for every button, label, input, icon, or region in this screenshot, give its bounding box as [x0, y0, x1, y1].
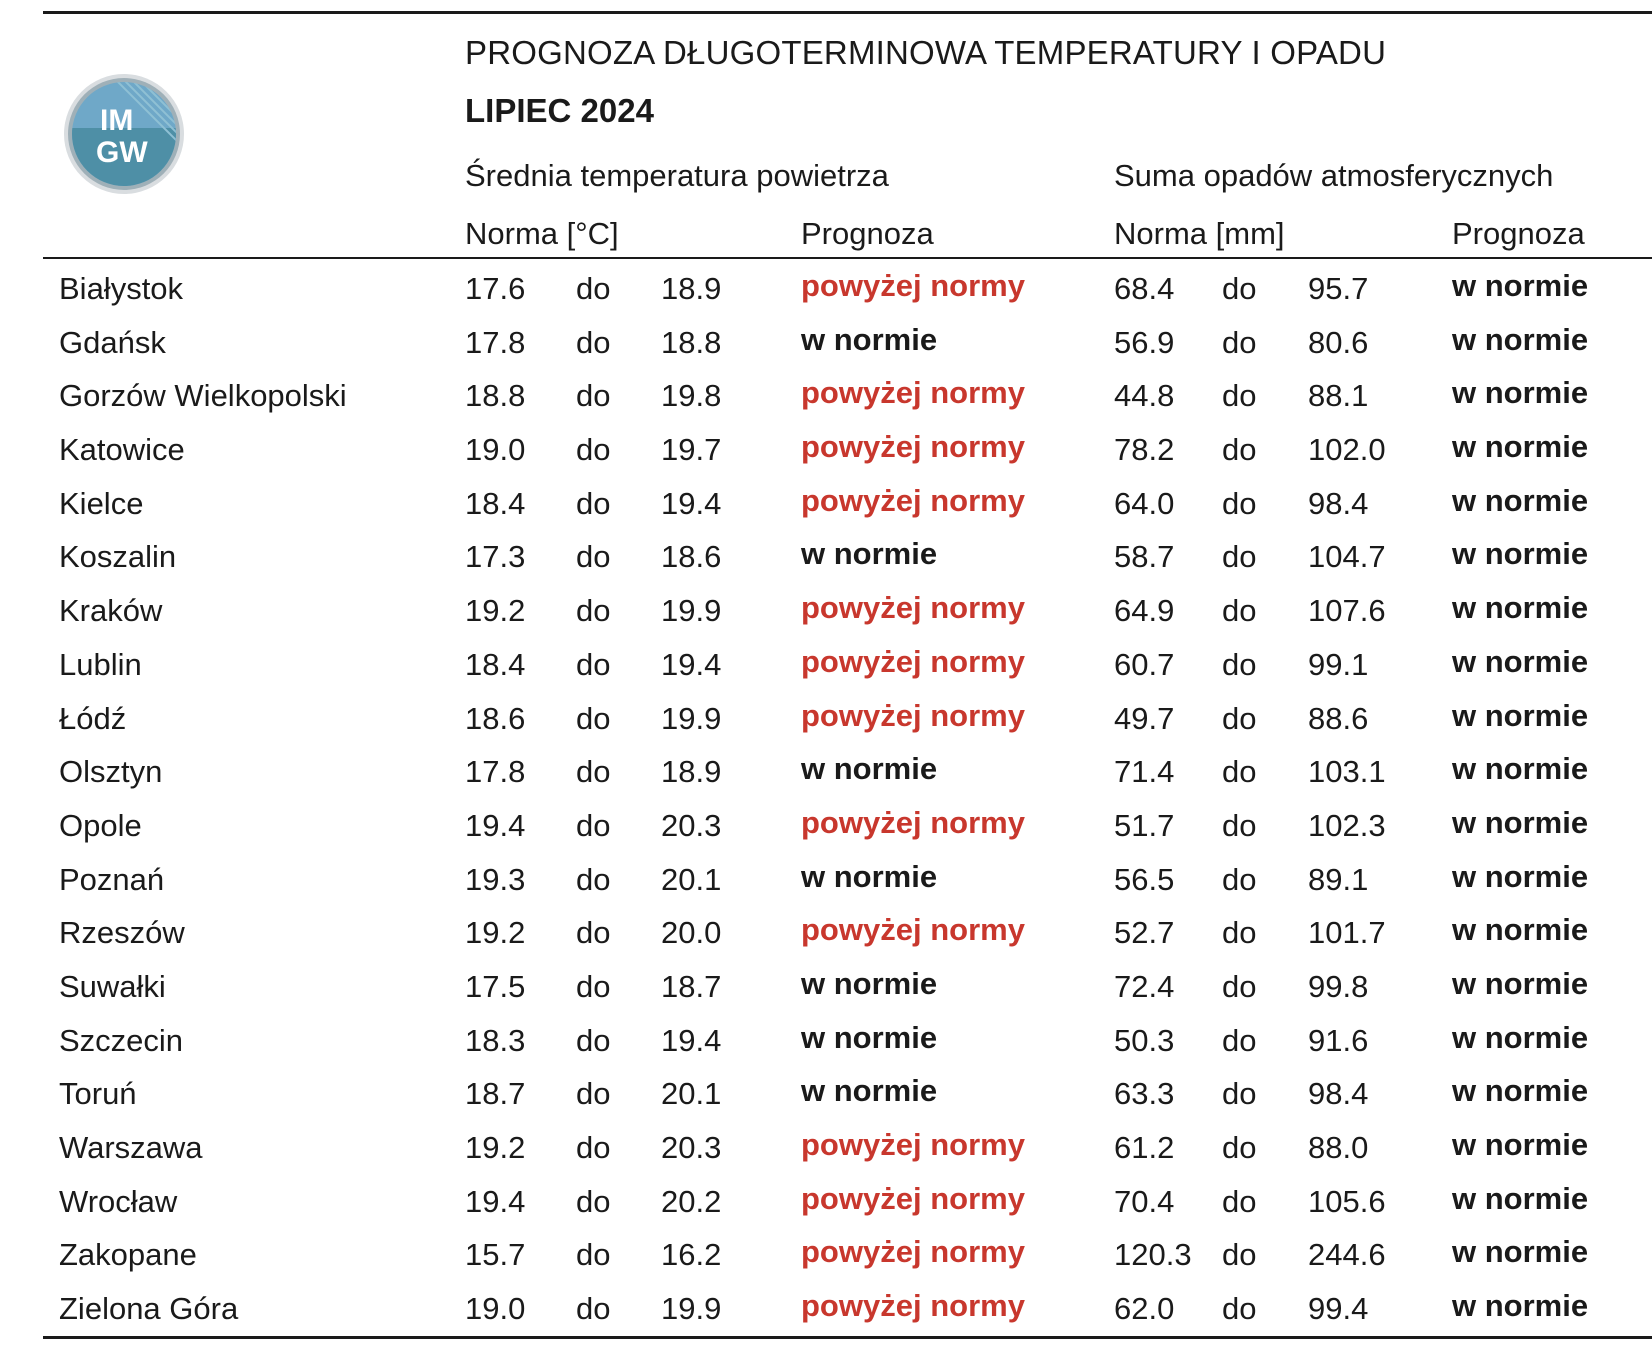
temp-norm-to: 18.8: [661, 324, 722, 360]
temp-forecast: w normie: [801, 536, 938, 572]
precip-forecast: w normie: [1452, 1234, 1589, 1270]
table-row: [0, 746, 1652, 800]
temp-forecast: powyżej normy: [801, 590, 1025, 626]
city-name: Kielce: [59, 485, 144, 521]
precip-norm-to: 99.1: [1308, 646, 1369, 682]
table-row: [0, 961, 1652, 1015]
precip-norm-to: 99.8: [1308, 968, 1369, 1004]
temp-forecast: w normie: [801, 321, 938, 357]
temp-range-separator: do: [576, 378, 611, 414]
precip-norm-to: 91.6: [1308, 1022, 1369, 1058]
precip-norm-to: 101.7: [1308, 915, 1386, 951]
precip-norm-to: 89.1: [1308, 861, 1369, 897]
header-rule: [43, 257, 1652, 259]
precip-range-separator: do: [1222, 432, 1257, 468]
precip-forecast: w normie: [1452, 912, 1589, 948]
city-name: Zakopane: [59, 1237, 197, 1273]
precip-norm-to: 107.6: [1308, 593, 1386, 629]
forecast-table: [0, 263, 1652, 1337]
temp-norm-to: 18.9: [661, 754, 722, 790]
temp-norm-to: 19.8: [661, 378, 722, 414]
table-row: [0, 854, 1652, 908]
precip-forecast: w normie: [1452, 697, 1589, 733]
city-name: Warszawa: [59, 1130, 203, 1165]
top-rule: [43, 11, 1652, 14]
temp-forecast: w normie: [801, 1073, 938, 1109]
temp-range-separator: do: [576, 271, 611, 306]
city-name: Lublin: [59, 646, 142, 682]
temp-forecast: w normie: [801, 965, 938, 1001]
temp-range-separator: do: [576, 539, 611, 575]
precip-forecast: w normie: [1452, 858, 1589, 894]
precip-range-separator: do: [1222, 700, 1257, 736]
precip-range-separator: do: [1222, 1237, 1257, 1273]
temp-forecast: powyżej normy: [801, 268, 1025, 303]
table-row: [0, 800, 1652, 854]
precip-norm-to: 102.0: [1308, 432, 1386, 468]
precip-range-separator: do: [1222, 861, 1257, 897]
temp-norm-to: 19.4: [661, 485, 722, 521]
temp-range-separator: do: [576, 593, 611, 629]
precip-range-separator: do: [1222, 1076, 1257, 1112]
precip-forecast: w normie: [1452, 1019, 1589, 1055]
city-name: Wrocław: [59, 1183, 178, 1219]
precip-forecast: w normie: [1452, 804, 1589, 840]
precip-range-separator: do: [1222, 807, 1257, 843]
temperature-group-header: Średnia temperatura powietrza: [465, 158, 889, 193]
temp-range-separator: do: [576, 1022, 611, 1058]
precip-norm-to: 88.1: [1308, 378, 1369, 414]
city-name: Olsztyn: [59, 754, 163, 790]
temp-forecast: powyżej normy: [801, 643, 1025, 679]
precip-range-separator: do: [1222, 754, 1257, 790]
precip-range-separator: do: [1222, 485, 1257, 521]
precip-range-separator: do: [1222, 1291, 1257, 1327]
precip-forecast: w normie: [1452, 1180, 1589, 1216]
precip-forecast: w normie: [1452, 429, 1589, 465]
precip-norm-to: 98.4: [1308, 1076, 1369, 1112]
table-row: [0, 639, 1652, 693]
table-row: [0, 1283, 1652, 1337]
temp-range-separator: do: [576, 1130, 611, 1165]
temp-norm-from: 15.7: [465, 1237, 526, 1273]
precip-norm-from: 56.9: [1114, 324, 1175, 360]
temp-forecast: powyżej normy: [801, 1127, 1025, 1162]
imgw-logo-icon: [60, 70, 188, 198]
temp-range-separator: do: [576, 1076, 611, 1112]
table-row: [0, 531, 1652, 585]
precip-range-separator: do: [1222, 378, 1257, 414]
precip-norm-to: 102.3: [1308, 807, 1386, 843]
table-row: [0, 1176, 1652, 1230]
precip-norm-from: 44.8: [1114, 378, 1175, 414]
temp-norm-to: 18.7: [661, 968, 722, 1004]
precip-norm-from: 64.9: [1114, 593, 1175, 629]
precip-norm-from: 71.4: [1114, 754, 1175, 790]
temp-range-separator: do: [576, 700, 611, 736]
temp-norm-from: 18.4: [465, 485, 526, 521]
precip-norm-from: 62.0: [1114, 1291, 1175, 1327]
precip-norm-from: 49.7: [1114, 700, 1175, 736]
city-name: Gdańsk: [59, 324, 166, 360]
precip-forecast: w normie: [1452, 536, 1589, 572]
temp-range-separator: do: [576, 1291, 611, 1327]
table-row: [0, 1122, 1652, 1176]
precip-forecast: w normie: [1452, 751, 1589, 787]
precip-norm-from: 58.7: [1114, 539, 1175, 575]
temp-norm-from: 19.4: [465, 1183, 526, 1219]
temp-norm-to: 20.0: [661, 915, 722, 951]
temp-norm-to: 16.2: [661, 1237, 722, 1273]
logo-text-top: IM: [100, 104, 134, 137]
temp-forecast: powyżej normy: [801, 1234, 1025, 1270]
precip-norm-to: 103.1: [1308, 754, 1386, 790]
city-name: Gorzów Wielkopolski: [59, 378, 347, 414]
temp-forecast: powyżej normy: [801, 1288, 1025, 1324]
precip-range-separator: do: [1222, 646, 1257, 682]
precip-forecast: w normie: [1452, 643, 1589, 679]
precip-forecast-header: Prognoza: [1452, 216, 1585, 251]
city-name: Kraków: [59, 593, 163, 629]
temp-norm-to: 19.4: [661, 1022, 722, 1058]
temp-forecast: powyżej normy: [801, 912, 1025, 948]
precip-forecast: w normie: [1452, 482, 1589, 518]
precip-norm-from: 61.2: [1114, 1130, 1175, 1165]
temp-range-separator: do: [576, 915, 611, 951]
temp-norm-from: 19.0: [465, 1291, 526, 1327]
temp-forecast: w normie: [801, 1019, 938, 1055]
temp-norm-to: 18.6: [661, 539, 722, 575]
precip-range-separator: do: [1222, 915, 1257, 951]
temp-range-separator: do: [576, 861, 611, 897]
temp-norm-from: 18.4: [465, 646, 526, 682]
city-name: Szczecin: [59, 1022, 184, 1058]
precip-norm-header: Norma [mm]: [1114, 216, 1285, 251]
precip-range-separator: do: [1222, 1183, 1257, 1219]
precip-forecast: w normie: [1452, 321, 1589, 357]
precip-norm-to: 88.0: [1308, 1130, 1369, 1165]
precip-norm-to: 80.6: [1308, 324, 1369, 360]
table-row: [0, 263, 1652, 317]
temp-range-separator: do: [576, 646, 611, 682]
city-name: Łódź: [59, 700, 127, 736]
precip-norm-from: 120.3: [1114, 1237, 1192, 1273]
precip-norm-from: 78.2: [1114, 432, 1175, 468]
precip-norm-from: 64.0: [1114, 485, 1175, 521]
temp-norm-from: 19.2: [465, 1130, 526, 1165]
table-row: [0, 424, 1652, 478]
table-row: [0, 1229, 1652, 1283]
table-row: [0, 478, 1652, 532]
temp-forecast: powyżej normy: [801, 375, 1025, 411]
precip-forecast: w normie: [1452, 590, 1589, 626]
temp-norm-to: 19.4: [661, 646, 722, 682]
page-subtitle: LIPIEC 2024: [465, 92, 654, 129]
table-row: [0, 1068, 1652, 1122]
city-name: Rzeszów: [59, 915, 185, 951]
city-name: Białystok: [59, 271, 184, 306]
temp-norm-to: 19.7: [661, 432, 722, 468]
precip-forecast: w normie: [1452, 1288, 1589, 1324]
temp-norm-from: 17.8: [465, 754, 526, 790]
temp-norm-from: 19.0: [465, 432, 526, 468]
precip-norm-from: 70.4: [1114, 1183, 1175, 1219]
temp-range-separator: do: [576, 324, 611, 360]
temp-forecast: w normie: [801, 858, 938, 894]
precip-norm-from: 56.5: [1114, 861, 1175, 897]
temp-forecast: powyżej normy: [801, 1180, 1025, 1216]
temp-range-separator: do: [576, 807, 611, 843]
precip-norm-to: 104.7: [1308, 539, 1386, 575]
temp-norm-to: 19.9: [661, 593, 722, 629]
temp-range-separator: do: [576, 1183, 611, 1219]
city-name: Poznań: [59, 861, 165, 897]
precip-norm-to: 98.4: [1308, 485, 1369, 521]
precip-norm-to: 244.6: [1308, 1237, 1386, 1273]
precip-norm-to: 105.6: [1308, 1183, 1386, 1219]
temp-norm-from: 18.3: [465, 1022, 526, 1058]
precip-range-separator: do: [1222, 968, 1257, 1004]
temp-norm-from: 17.5: [465, 968, 526, 1004]
precip-norm-to: 88.6: [1308, 700, 1369, 736]
precip-norm-from: 51.7: [1114, 807, 1175, 843]
temp-norm-to: 20.3: [661, 807, 722, 843]
precip-norm-from: 68.4: [1114, 271, 1175, 306]
temp-norm-to: 19.9: [661, 1291, 722, 1327]
city-name: Katowice: [59, 432, 185, 468]
temp-range-separator: do: [576, 485, 611, 521]
precip-range-separator: do: [1222, 1022, 1257, 1058]
temp-norm-to: 20.1: [661, 861, 722, 897]
precip-forecast: w normie: [1452, 1073, 1589, 1109]
temp-norm-to: 19.9: [661, 700, 722, 736]
precip-norm-from: 50.3: [1114, 1022, 1175, 1058]
table-row: [0, 585, 1652, 639]
precip-forecast: w normie: [1452, 1127, 1589, 1162]
precip-range-separator: do: [1222, 1130, 1257, 1165]
temp-forecast-header: Prognoza: [801, 216, 934, 251]
temp-norm-to: 20.2: [661, 1183, 722, 1219]
precip-norm-from: 60.7: [1114, 646, 1175, 682]
temp-range-separator: do: [576, 968, 611, 1004]
temp-norm-header: Norma [°C]: [465, 216, 619, 251]
temp-norm-to: 20.1: [661, 1076, 722, 1112]
precip-range-separator: do: [1222, 539, 1257, 575]
table-row: [0, 693, 1652, 747]
precip-norm-from: 63.3: [1114, 1076, 1175, 1112]
temp-norm-from: 18.8: [465, 378, 526, 414]
temp-norm-from: 17.6: [465, 271, 526, 306]
table-row: [0, 907, 1652, 961]
temp-norm-from: 17.3: [465, 539, 526, 575]
temp-range-separator: do: [576, 1237, 611, 1273]
precip-norm-from: 52.7: [1114, 915, 1175, 951]
table-row: [0, 317, 1652, 371]
city-name: Suwałki: [59, 968, 166, 1004]
temp-norm-from: 19.2: [465, 915, 526, 951]
temp-norm-to: 18.9: [661, 271, 722, 306]
temp-range-separator: do: [576, 432, 611, 468]
page-title: PROGNOZA DŁUGOTERMINOWA TEMPERATURY I OPADU: [465, 34, 1387, 71]
temp-forecast: w normie: [801, 751, 938, 787]
temp-norm-from: 18.6: [465, 700, 526, 736]
precip-range-separator: do: [1222, 593, 1257, 629]
table-row: [0, 1015, 1652, 1069]
temp-norm-from: 17.8: [465, 324, 526, 360]
precipitation-group-header: Suma opadów atmosferycznych: [1114, 158, 1554, 193]
bottom-rule: [43, 1336, 1652, 1339]
temp-norm-from: 19.3: [465, 861, 526, 897]
table-row: [0, 370, 1652, 424]
precip-range-separator: do: [1222, 324, 1257, 360]
precip-norm-to: 95.7: [1308, 271, 1369, 306]
temp-forecast: powyżej normy: [801, 429, 1025, 465]
temp-forecast: powyżej normy: [801, 482, 1025, 518]
precip-range-separator: do: [1222, 271, 1257, 306]
temp-norm-from: 19.4: [465, 807, 526, 843]
city-name: Opole: [59, 807, 142, 843]
precip-forecast: w normie: [1452, 268, 1589, 303]
precip-norm-from: 72.4: [1114, 968, 1175, 1004]
city-name: Toruń: [59, 1076, 137, 1112]
temp-norm-from: 18.7: [465, 1076, 526, 1112]
precip-forecast: w normie: [1452, 375, 1589, 411]
temp-forecast: powyżej normy: [801, 697, 1025, 733]
precip-norm-to: 99.4: [1308, 1291, 1369, 1327]
city-name: Koszalin: [59, 539, 177, 575]
logo-text-bottom: GW: [96, 136, 148, 169]
city-name: Zielona Góra: [59, 1291, 239, 1327]
temp-forecast: powyżej normy: [801, 804, 1025, 840]
temp-norm-from: 19.2: [465, 593, 526, 629]
precip-forecast: w normie: [1452, 965, 1589, 1001]
temp-norm-to: 20.3: [661, 1130, 722, 1165]
temp-range-separator: do: [576, 754, 611, 790]
